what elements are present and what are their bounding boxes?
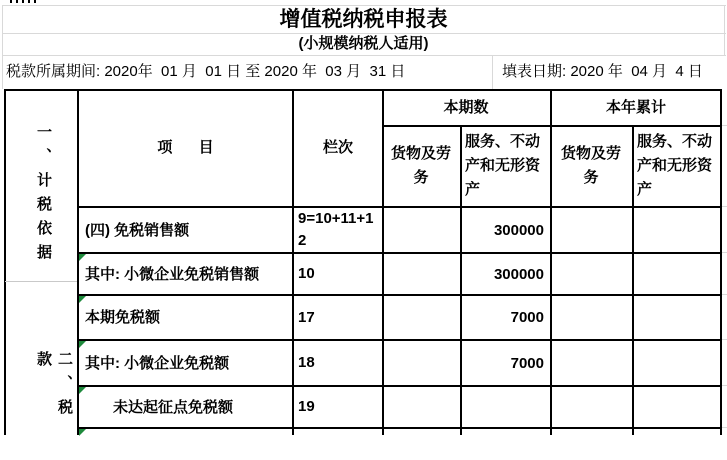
- value-cell-cp-goods-row3[interactable]: [384, 296, 458, 339]
- value-cell-cp-services-row2[interactable]: 300000: [493, 265, 544, 283]
- fill-date-cell[interactable]: 填表日期: 2020 年 04 月 4 日: [502, 63, 703, 80]
- value-cell-cp-goods-row2[interactable]: [384, 254, 458, 294]
- gridline: [722, 294, 727, 295]
- item-cell-below-threshold-exempt[interactable]: 未达起征点免税额: [113, 398, 234, 416]
- gridline: [722, 252, 727, 253]
- header-year-to-date: 本年累计: [605, 98, 666, 116]
- header-column-no: 栏次: [322, 139, 353, 156]
- table-border: [4, 89, 6, 435]
- section-divider: [5, 281, 77, 282]
- value-cell-ytd-goods-row3[interactable]: [552, 296, 630, 339]
- gridline: [722, 385, 727, 386]
- colno-cell-tax-free-sales[interactable]: 9=10+11+12: [298, 210, 374, 249]
- header-item: 项 目: [157, 139, 214, 156]
- value-cell-cp-goods-row4[interactable]: [384, 341, 458, 385]
- value-cell-cp-services-row4[interactable]: 7000: [510, 354, 544, 372]
- value-cell-ytd-goods-row5[interactable]: [552, 387, 630, 427]
- item-cell-tax-free-sales[interactable]: (四) 免税销售额: [85, 221, 190, 239]
- header-goods-services-ytd: 货物及劳务: [560, 144, 621, 186]
- header-goods-services-current: 货物及劳务: [390, 144, 451, 186]
- value-cell-cp-goods-row1[interactable]: [384, 208, 458, 252]
- item-cell-small-micro-exempt[interactable]: 其中: 小微企业免税额: [85, 354, 230, 372]
- value-cell-ytd-goods-row1[interactable]: [552, 208, 630, 252]
- gridline: [722, 339, 727, 340]
- value-cell-ytd-services-row5[interactable]: [634, 387, 720, 427]
- value-cell-ytd-services-row2[interactable]: [634, 254, 720, 294]
- value-cell-cp-services-row3[interactable]: 7000: [510, 309, 544, 326]
- section-label-tax-calculation: 二、税款: [35, 351, 73, 423]
- tax-period-cell[interactable]: 税款所属期间: 2020年 01 月 01 日 至 2020 年 03 月 31 日: [6, 63, 406, 80]
- item-cell-clipped-row[interactable]: [79, 429, 292, 460]
- header-services-property-ytd: 服务、不动产和无形资产: [637, 132, 713, 198]
- gridline: [722, 125, 727, 126]
- gridline: [722, 427, 727, 428]
- value-cell-cp-services-row5[interactable]: [462, 387, 548, 427]
- value-cell-ytd-goods-row4[interactable]: [552, 341, 630, 385]
- error-indicator-triangle: [79, 341, 86, 348]
- error-indicator-triangle: [79, 387, 86, 394]
- colno-cell-below-threshold-exempt[interactable]: 19: [298, 398, 315, 415]
- table-border: [720, 89, 722, 435]
- gridline: [722, 206, 727, 207]
- value-cell-cp-services-row1[interactable]: 300000: [493, 221, 544, 239]
- colno-cell-current-exempt-amount[interactable]: 17: [298, 308, 315, 326]
- item-cell-current-exempt-amount[interactable]: 本期免税额: [85, 309, 161, 326]
- form-subtitle: (小规模纳税人适用): [298, 35, 429, 52]
- colno-cell-small-micro-exempt[interactable]: 18: [298, 354, 315, 371]
- section-label-tax-basis: 一、计税依据: [35, 124, 52, 268]
- header-services-property-current: 服务、不动产和无形资产: [465, 132, 541, 198]
- value-cell-cp-goods-row5[interactable]: [384, 387, 458, 427]
- value-cell-ytd-services-row3[interactable]: [634, 296, 720, 339]
- item-cell-small-micro-sales[interactable]: 其中: 小微企业免税销售额: [85, 265, 260, 283]
- value-cell-ytd-services-row4[interactable]: [634, 341, 720, 385]
- value-cell-ytd-services-row1[interactable]: [634, 208, 720, 252]
- gridline: [492, 55, 493, 89]
- header-current-period: 本期数: [443, 98, 489, 116]
- colno-cell-small-micro-sales[interactable]: 10: [298, 265, 315, 282]
- form-title: 增值税纳税申报表: [279, 8, 448, 31]
- error-indicator-triangle: [79, 254, 86, 261]
- error-indicator-triangle: [79, 296, 86, 303]
- value-cell-ytd-goods-row2[interactable]: [552, 254, 630, 294]
